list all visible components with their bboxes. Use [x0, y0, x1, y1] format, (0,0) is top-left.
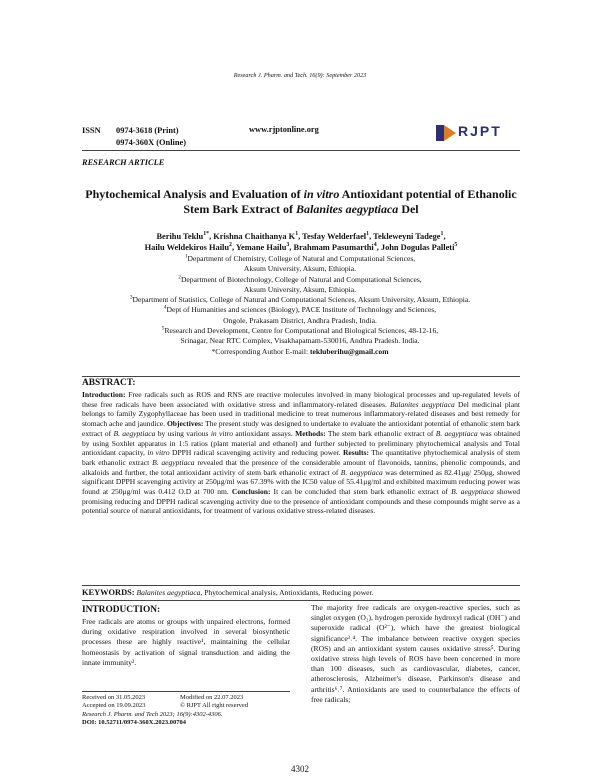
abstract-heading: ABSTRACT:	[82, 378, 136, 388]
header-divider	[82, 150, 520, 151]
rjpt-logo	[436, 122, 520, 144]
affiliation: $^5$Research and Development, Centre for Computational and Biological Sciences, 48-12-16,	[161, 325, 439, 336]
issn-label: ISSN	[82, 126, 101, 135]
issn-print: 0974-3618 (Print)	[116, 126, 179, 135]
author: Hailu Weldekiros Hailu	[144, 243, 230, 252]
citation: Research J. Pharm. and Tech 2023; 16(9):4302-4306.	[82, 710, 223, 718]
introduction-heading: INTRODUCTION:	[82, 605, 161, 615]
affiliation: $^1$Department of Chemistry, College of Natural and Computational Sciences,	[184, 253, 416, 263]
issn-online: 0974-360X (Online)	[116, 138, 187, 147]
abstract-top-rule	[82, 376, 520, 377]
affiliation: Aksum University, Aksum, Ethiopia.	[243, 284, 357, 294]
affiliation: $^4$Dept of Humanities and sciences (Biology), PACE Institute of Technology and Sciences,	[163, 304, 437, 315]
author-list: Berihu Teklu$^{1*}$, Krishna Chaithanya $K^1$, Tesfay Welderfael$^1$, Tekleweyni Tadege$^1$, Hailu Weldekiros Hailu$^2$, Yemane Hailu$^3$, Brahmam Pasumarthi$^4$, John Dogulas Palleti$^5$	[144, 231, 458, 252]
author: Berihu Teklu	[156, 232, 204, 241]
affiliation: $^3$Department of Statistics, College of Natural and Computational Sciences, Aksum University, Aksum, Ethiopia.	[129, 294, 471, 305]
author: Tesfay Welderfael	[302, 232, 367, 241]
corresponding-email[interactable]: tekluberihu@gmail.com	[309, 346, 389, 356]
received-divider	[82, 691, 290, 692]
keywords-top-rule	[82, 585, 520, 586]
page-number: 4302	[291, 764, 309, 774]
affiliation: Srinagar, Near RTC Complex, Visakhapatnam-530016, Andhra Pradesh. India.	[180, 336, 420, 346]
copyright: © RJPT All right reserved	[180, 702, 249, 710]
logo-text: RJPT	[458, 123, 502, 139]
author: Krishna Chaithanya K	[213, 232, 296, 241]
doi: DOI: 10.52711/0974-360X.2023.00704	[82, 719, 186, 727]
corresponding-author: *Corresponding Author E-mail: tekluberihu@gmail.com	[211, 346, 389, 356]
keywords: KEYWORDS: Balanites aegyptiaca, Phytochemical analysis, Antioxidants, Reducing power.	[82, 588, 374, 597]
author: Brahmam Pasumarthi	[293, 243, 374, 252]
article-title: Phytochemical Analysis and Evaluation of in vitro Antioxidant potential of Ethanolic Stem Bark Extract of Balanites aegyptiaca Del	[85, 187, 517, 216]
received-date: Received on 31.05.2023	[82, 694, 146, 701]
modified-date: Modified on 22.07.2023	[180, 694, 244, 701]
website-link[interactable]: www.rjptonline.org	[249, 125, 319, 134]
affiliation: Ongole, Prakasam District, Andhra Pradesh, India.	[223, 315, 377, 325]
introduction-right-column: The majority free radicals are oxygen-reactive species, such as singlet oxygen (O₂), hydrogen peroxide hydroxyl radical (OH⁻) and superoxide radical (O²⁻), which have the greatest biological significance³˒⁴. The imbalance between reactive oxygen species (ROS) and an antioxidant system causes oxidative stress⁵. During oxidative stress high levels of ROS have been concerned in more than 100 diseases, such as cardiovascular, diabetes, cancer, atherosclerosis, Alzheimer's disease, Parkinson's disease and arthritis⁶˒⁷. Antioxidants are used to counterbalance the effects of free radicals;	[311, 603, 520, 704]
received-info	[82, 694, 290, 728]
keywords-bottom-rule	[82, 600, 520, 601]
accepted-date: Accepted on 19.09.2023	[82, 702, 146, 710]
logo-arrow-icon	[436, 123, 458, 143]
introduction-left-column: Free radicals are atoms or groups with unpaired electrons, formed during oxidative respiration involved in several biosynthetic processes these are highly reactive¹, maintaining the cellular homeostasis by activation of signal transduction and aiding the innate immunity².	[82, 617, 290, 667]
affiliation: Aksum University, Aksum, Ethiopia.	[243, 264, 357, 274]
affiliation: $^2$Department of Biotechnology, College of Natural and Computational Sciences,	[178, 274, 422, 284]
author: Tekleweyni Tadege	[373, 232, 441, 241]
author: Yemane Hailu	[235, 243, 287, 252]
journal-header: Research J. Pharm. and Tech. 16(9): September 2023	[233, 72, 367, 79]
section-label: RESEARCH ARTICLE	[82, 158, 165, 167]
abstract-text: Introduction: Free radicals such as ROS and RNS are reactive molecules involved in many biological processes and up-regulated levels of these free radicals have been associated with oxidative stress and inflammatory-related diseases. Balanites aegyptiaca Del medicinal plant belongs to family Zygophyllaceae has been used in traditional medicine to treat numerous inflammatory-related diseases and best remedy for stomach ache and jaundice. Objectives: The present study was designed to undertake to evaluate the antioxidant potential of ethanolic stem bark extract of B. aegyptiaca by using various in vitro antioxidant assays. Methods: The stem bark ethanolic extract of B. aegyptiaca was obtained by using Soxhlet apparatus in 1:5 ratios (plant material and ethanol) and further subjected to preliminary phytochemical analysis and Total antioxidant capacity, in vitro DPPH radical scavenging activity and reducing power. Results: The quantitative phytochemical analysis of stem bark ethanolic extract B. aegyptiaca revealed that the presence of the considerable amount of flavonoids, tannins, phenolic compounds, and alkaloids and further, the total antioxidant activity of stem bark ethanolic extract of B. aegyptiaca was determined as 82.41μg/ 250μg, showed significant DPPH scavenging activity at 250μg/ml was 67.39% with the IC50 value of 55.41μg/ml and exhibited maximum reducing power was found at 250μg/ml was 0.412 O.D at 700 nm. Conclusion: It can be concluded that stem bark ethanolic extract of B. aegyptiaca showed promising reducing and DPPH radical scavenging activity due to the presence of antioxidant compounds and these compounds might serve as a potential source of natural antioxidants, for treatment of various oxidative stress-related diseases.	[82, 390, 520, 516]
affiliation-list	[60, 254, 540, 357]
author: John Dogulas Palleti	[380, 243, 455, 252]
issn-block	[82, 125, 186, 149]
